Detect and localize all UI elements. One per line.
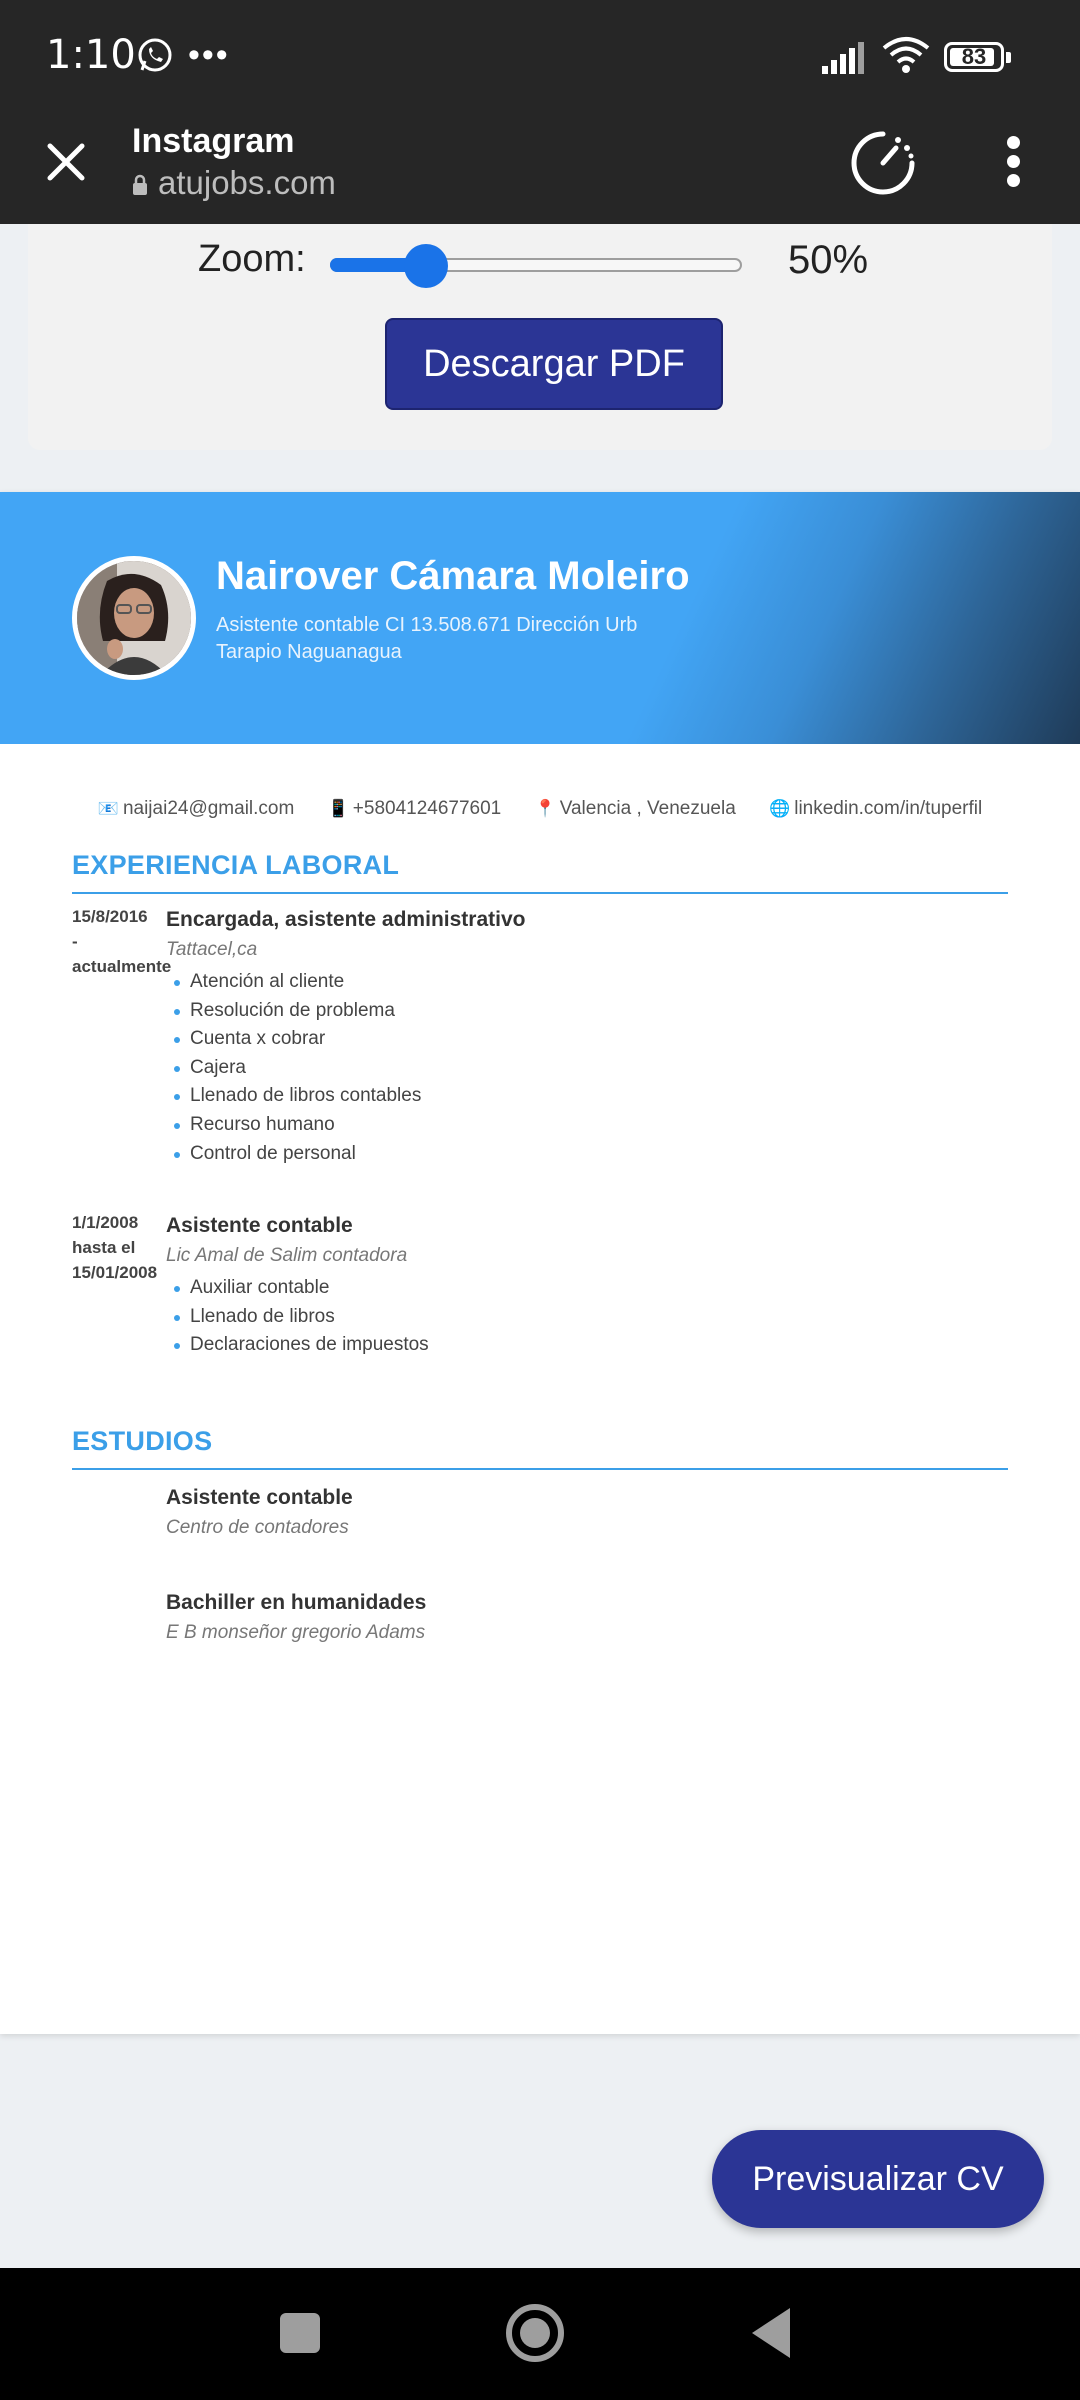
date-line: actualmente xyxy=(72,957,172,976)
cv-subtitle: Asistente contable CI 13.508.671 Dirección Urb Tarapio Naguanagua xyxy=(216,614,638,663)
home-icon[interactable] xyxy=(506,2304,564,2362)
date-line: 15/8/2016 xyxy=(72,907,148,926)
experience-divider xyxy=(72,892,1008,894)
whatsapp-icon xyxy=(136,36,174,74)
more-options-icon[interactable] xyxy=(996,132,1032,192)
email-icon: 📧 xyxy=(97,799,119,818)
experience-1-date xyxy=(72,904,172,979)
contact-location-text: Valencia , Venezuela xyxy=(559,798,736,819)
list-item: Llenado de libros xyxy=(166,1303,429,1332)
status-time: 1:10 xyxy=(46,32,136,78)
education-1-title: Asistente contable xyxy=(166,1486,353,1509)
contact-row xyxy=(0,798,1080,820)
battery-icon xyxy=(944,42,1004,72)
zoom-slider[interactable] xyxy=(330,250,742,280)
status-bar xyxy=(0,0,1080,112)
zoom-value: 50% xyxy=(788,238,869,282)
education-2-title: Bachiller en humanidades xyxy=(166,1591,427,1614)
list-item: Auxiliar contable xyxy=(166,1274,429,1303)
education-2-org: E B monseñor gregorio Adams xyxy=(166,1622,426,1643)
list-item: Llenado de libros contables xyxy=(166,1082,421,1111)
contact-email-text: naijai24@gmail.com xyxy=(122,798,295,819)
lock-icon xyxy=(132,174,148,196)
experience-1-list xyxy=(166,968,421,1168)
zoom-label: Zoom: xyxy=(198,238,306,280)
cv-name: Nairover Cámara Moleiro xyxy=(216,554,690,598)
profile-photo xyxy=(77,561,191,675)
avatar xyxy=(72,556,196,680)
list-item: Cajera xyxy=(166,1054,421,1083)
phone-icon: 📱 xyxy=(327,799,349,818)
list-item: Cuenta x cobrar xyxy=(166,1025,421,1054)
url-text: atujobs.com xyxy=(158,164,336,201)
experience-2-date xyxy=(72,1210,172,1285)
contact-linkedin[interactable] xyxy=(769,798,982,819)
back-icon[interactable] xyxy=(752,2308,790,2358)
browser-title: Instagram xyxy=(132,122,295,160)
contact-email[interactable] xyxy=(98,798,295,819)
list-item: Recurso humano xyxy=(166,1111,421,1140)
list-item: Control de personal xyxy=(166,1140,421,1169)
date-line: 1/1/2008 xyxy=(72,1213,139,1232)
browser-toolbar xyxy=(0,112,1080,224)
recent-apps-icon[interactable] xyxy=(280,2313,320,2353)
page-speed-icon[interactable] xyxy=(848,128,918,198)
signal-icon xyxy=(822,40,870,74)
education-section-title: ESTUDIOS xyxy=(72,1426,213,1456)
list-item: Atención al cliente xyxy=(166,968,421,997)
download-pdf-button[interactable]: Descargar PDF xyxy=(385,318,723,410)
date-line: 15/01/2008 xyxy=(72,1263,158,1282)
list-item: Resolución de problema xyxy=(166,997,421,1026)
globe-icon: 🌐 xyxy=(769,799,791,818)
education-divider xyxy=(72,1468,1008,1470)
experience-2-title: Asistente contable xyxy=(166,1214,353,1237)
preview-cv-button[interactable]: Previsualizar CV xyxy=(712,2130,1044,2228)
browser-url[interactable] xyxy=(132,164,336,202)
zoom-slider-thumb[interactable] xyxy=(404,244,448,288)
contact-phone[interactable] xyxy=(328,798,502,819)
experience-2-list xyxy=(166,1274,429,1360)
contact-phone-text: +5804124677601 xyxy=(352,798,502,819)
cv-document xyxy=(0,492,1080,2034)
more-notifications-icon: ••• xyxy=(188,36,230,74)
wifi-icon xyxy=(882,36,930,76)
experience-section-title: EXPERIENCIA LABORAL xyxy=(72,850,400,880)
close-icon[interactable] xyxy=(42,138,90,186)
cv-header xyxy=(0,492,1080,744)
education-1-org: Centro de contadores xyxy=(166,1517,349,1538)
experience-1-org: Tattacel,ca xyxy=(166,939,258,960)
date-line: hasta el xyxy=(72,1238,136,1257)
contact-location xyxy=(535,798,736,819)
system-nav-bar xyxy=(0,2268,1080,2400)
experience-2-org: Lic Amal de Salim contadora xyxy=(166,1245,408,1266)
location-pin-icon: 📍 xyxy=(534,799,556,818)
battery-level: 83 xyxy=(961,44,987,69)
experience-1-title: Encargada, asistente administrativo xyxy=(166,908,526,931)
list-item: Declaraciones de impuestos xyxy=(166,1331,429,1360)
date-line: - xyxy=(72,932,78,951)
zoom-panel xyxy=(28,224,1052,450)
contact-linkedin-text: linkedin.com/in/tuperfil xyxy=(794,798,983,819)
